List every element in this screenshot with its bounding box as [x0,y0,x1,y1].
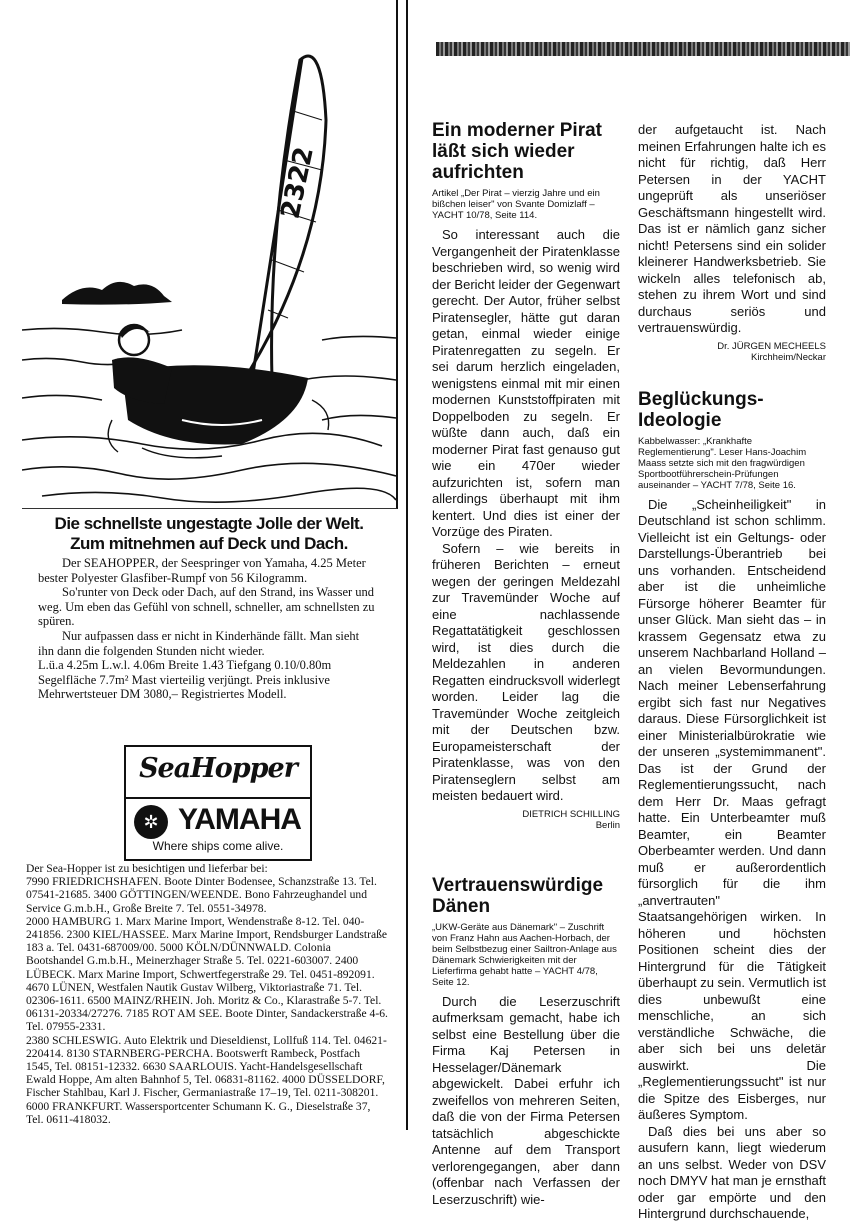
letter-paragraph: Die „Scheinheiligkeit" in Deutschland ist schon schlimm. Vielleicht ist ein Geltungs- oder Darstellungs-Überantrieb bei uns vorhanden. Entscheidend aber ist die unheimliche Fürsorge höherer Beamter für unser Glück. Man sieht das – in krassem Gegensatz etwa zu unserem Nachbarland Holland – an vielen Bevormundungen. Nach meiner Lebenserfahrung ergibt sich fast nur Negatives daraus. Diese Fürsorglichkeit ist einer Ministerialbürokratie wie der unseren „systemimmanent". Das ist der Grund der Reglementierungssucht, nach dem Herr Dr. Maas gefragt hatte. Ein Unterbeamter muß Beamter, ein Beamter Oberbeamter werden. Und dann muß er außerordentlich fürsorglich für die ihm „anvertrauten" Staatsangehörigen wirken. In höheren und höchsten Positionen scheint dies der Hintergrund für die Tätigkeit überhaupt zu sein. Vermutlich ist dies unbewußt eine menschliche, an sich verständliche Schwäche, die aber sich bei uns deletär auswirkt. Die „Reglementierungssucht" ist nur die Spitze des Eisberges, nur äußeres Symptom. [638,496,826,1122]
ad-headline [24,514,394,554]
letter-paragraph: Sofern – wie bereits in früheren Berichten – erneut wegen der geringen Meldezahl zur Travemünder Woche auf eine nachlassende Regattatätigkeit geschlossen wird, ist dies durch die Meldezahlen in anderen Regatten eindrucksvoll widerlegt worden. Leider lag die Travemünder Woche zeitgleich mit der Deutschen bzw. Europameisterschaft der Piratenklasse, was von den Piratenseglern selbst am meisten bedauert wird. [432,540,620,803]
column-divider [406,0,408,1130]
yamaha-tagline: Where ships come alive. [152,839,284,853]
letter-signature [432,809,620,831]
letter-paragraph: Durch die Leserzuschrift aufmerksam gemacht, habe ich selbst eine Bestellung über die Firma Kaj Petersen in Hesselager/Dänemark abgewickelt. Dabei erfuhr ich zweifellos von mehreren Seiten, daß die von der Firma Petersen tatsächlich abgeschickte Antenne auf dem Transport verlorengegangen, aber dann (offenbar nach Verfassen der Leserzuschrift) wie- [432,993,620,1207]
signature-city: Berlin [595,819,620,831]
letter-signature [638,341,826,363]
letter-reference: Artikel „Der Pirat – vierzig Jahre und ein bißchen leiser" von Svante Domizlaff – YACHT 10/78, Seite 114. [432,188,600,221]
ad-body-paragraph: Der SEAHOPPER, der Seespringer von Yamaha, 4.25 Meter bester Polyester Glasfiber-Rumpf von 56 Kilogramm. [38,556,366,585]
signature-name: Dr. JÜRGEN MECHEELS [717,340,826,352]
letters-column-middle [432,120,620,1208]
letter-reference: „UKW-Geräte aus Dänemark" – Zuschrift von Franz Hahn aus Aachen-Horbach, der beim Selbstbezug einer Sailtron-Anlage aus Dänemark Schwierigkeiten mit der Lieferfirma gehabt hatte – YACHT 4/78, Seite 12. [432,921,617,988]
ad-body-paragraph: L.ü.a 4.25m L.w.l. 4.06m Breite 1.43 Tiefgang 0.10/0.80m Segelfläche 7.7m² Mast vierteilig verjüngt. Preis inklusive Mehrwertsteuer DM 3080,– Registriertes Modell. [38,658,332,702]
signature-name: DIETRICH SCHILLING [522,808,620,820]
brand-logo [124,745,312,861]
ad-headline-line-2: Zum mitnehmen auf Deck und Dach. [70,534,348,553]
sailboat-illustration [22,0,398,509]
logo-divider [126,797,310,799]
dealer-entry: 2380 SCHLESWIG. Auto Elektrik und Dieseldienst, Lollfuß 114. Tel. 04621-220414. 8130 STARNBERG-PERCHA. Bootswerft Rambeck, Postfach 1545, Tel. 08151-12332. 6630 SAARLOUIS. Yacht-Handelsgesellschaft Ewald Hoppe, Am alten Bahnhof 5, Tel. 06831-81162. 4000 DÜSSELDORF, Fischer Stahlbau, Karl J. Fischer, Germaniastraße 17–19, Tel. 0211-308201. [26,1033,387,1100]
letter-paragraph: So interessant auch die Vergangenheit der Piratenklasse beschrieben wird, so wenig wird der Bericht leider der Gegenwart gerecht. Der Autor, früher selbst Piratensegler, hätte gut daran getan, einmal wieder einige Piratenregatten zu segeln. Er sei darum herzlich eingeladen, wenigstens einmal mit mir einen modernen Kunststoffpiraten mit Doppelboden zu segeln. Er wüßte dann auch, daß ein moderner Pirat fast genauso gut wie ein 470er wieder aufzurichten ist, sofern man allerdings überhaupt mit ihm kentert. Und dies ist einer der Vorzüge des Piraten. [432,227,620,539]
yamaha-logo: YAMAHA [178,803,301,836]
letter-reference: Kabbelwasser: „Krankhafte Reglementierung". Leser Hans-Joachim Maass setzte sich mit den fragwürdigen Sportbootführerschein-Prüfungen auseinander – YACHT 7/78, Seite 16. [638,435,807,491]
letter-title: Ein moderner Pirat läßt sich wieder aufrichten [432,120,602,183]
dealer-entry: 7990 FRIEDRICHSHAFEN. Boote Dinter Bodensee, Schanzstraße 13. Tel. 07541-21685. 3400 GÖTTINGEN/WEENDE. Bono Fahrzeughandel und Service G.m.b.H., Große Breite 7. Tel. 0551-34978. [26,875,377,915]
seahopper-logo: SeaHopper [139,753,297,784]
letter-paragraph: der aufgetaucht ist. Nach meinen Erfahrungen halte ich es nicht für richtig, daß Herr Petersen in der YACHT ungeprüft als unseriöser Geschäftsmann hingestellt wird. Das ist er nämlich ganz sicher nicht! Petersens sind ein solider kleinerer Handwerksbetrieb. Sie wickeln alles telefonisch ab, stehen zu ihrem Wort und sind durchaus seriös und vertrauenswürdig. [638,122,826,335]
dealer-intro: Der Sea-Hopper ist zu besichtigen und lieferbar bei: [26,862,268,875]
letter-title: Beglückungs-Ideologie [638,388,764,431]
dealer-entry: 2000 HAMBURG 1. Marx Marine Import, Wendenstraße 8-12. Tel. 040-241856. 2300 KIEL/HASSEE. Marx Marine Import, Rendsburger Landstraße 183 a. Tel. 0431-687009/00. 5000 KÖLN/DÜNNWALD. Colonia Bootshandel G.m.b.H., Meinerzhager Straße 5. Tel. 0221-603007. 2400 LÜBECK. Marx Marine Import, Schwertfegerstraße 29. Tel. 0451-892091. 4670 LÜNEN, Westfalen Nautik Gustav Wilberg, Viktoriastraße 71. Tel. 02306-1611. 6500 MAINZ/RHEIN. Joh. Moritz & Co., Klarastraße 5-7. Tel. 06131-20334/27276. 7185 ROT AM SEE. Boote Dinter, Sandackerstraße 4-6. Tel. 07955-2331. [26,914,388,1034]
svg-text:2322: 2322 [275,144,320,222]
ad-body-paragraph: So'runter von Deck oder Dach, auf den Strand, ins Wasser und weg. Um eben das Gefühl von schnell, schneller, am schnellsten zu spüren. [38,585,375,629]
seahopper-advertisement [0,0,408,1130]
ad-headline-line-1: Die schnellste ungestagte Jolle der Welt. [54,514,364,533]
ad-body [38,556,378,702]
ad-body-paragraph: Nur aufpassen dass er nicht in Kinderhände fällt. Man sieht ihn dann die folgenden Stunden nicht wieder. [38,628,360,658]
letters-column-right [638,122,826,1223]
dealer-entry: 6000 FRANKFURT. Wassersportcenter Schumann K. G., Dieselstraße 37, Tel. 0611-418032. [26,1099,371,1126]
dealer-list [26,862,388,1126]
letter-paragraph: Daß dies bei uns aber so ausufern kann, liegt wiederum an uns selbst. Weder von DSV noch DMYV hat man je ernsthaft oder gar empörte und den Hintergrund durchschauende, [638,1123,826,1221]
signature-city: Kirchheim/Neckar [751,351,826,363]
header-rule [436,42,850,56]
letter-title: Vertrauenswürdige Dänen [432,874,604,917]
yamaha-emblem-icon: ✲ [134,805,168,839]
